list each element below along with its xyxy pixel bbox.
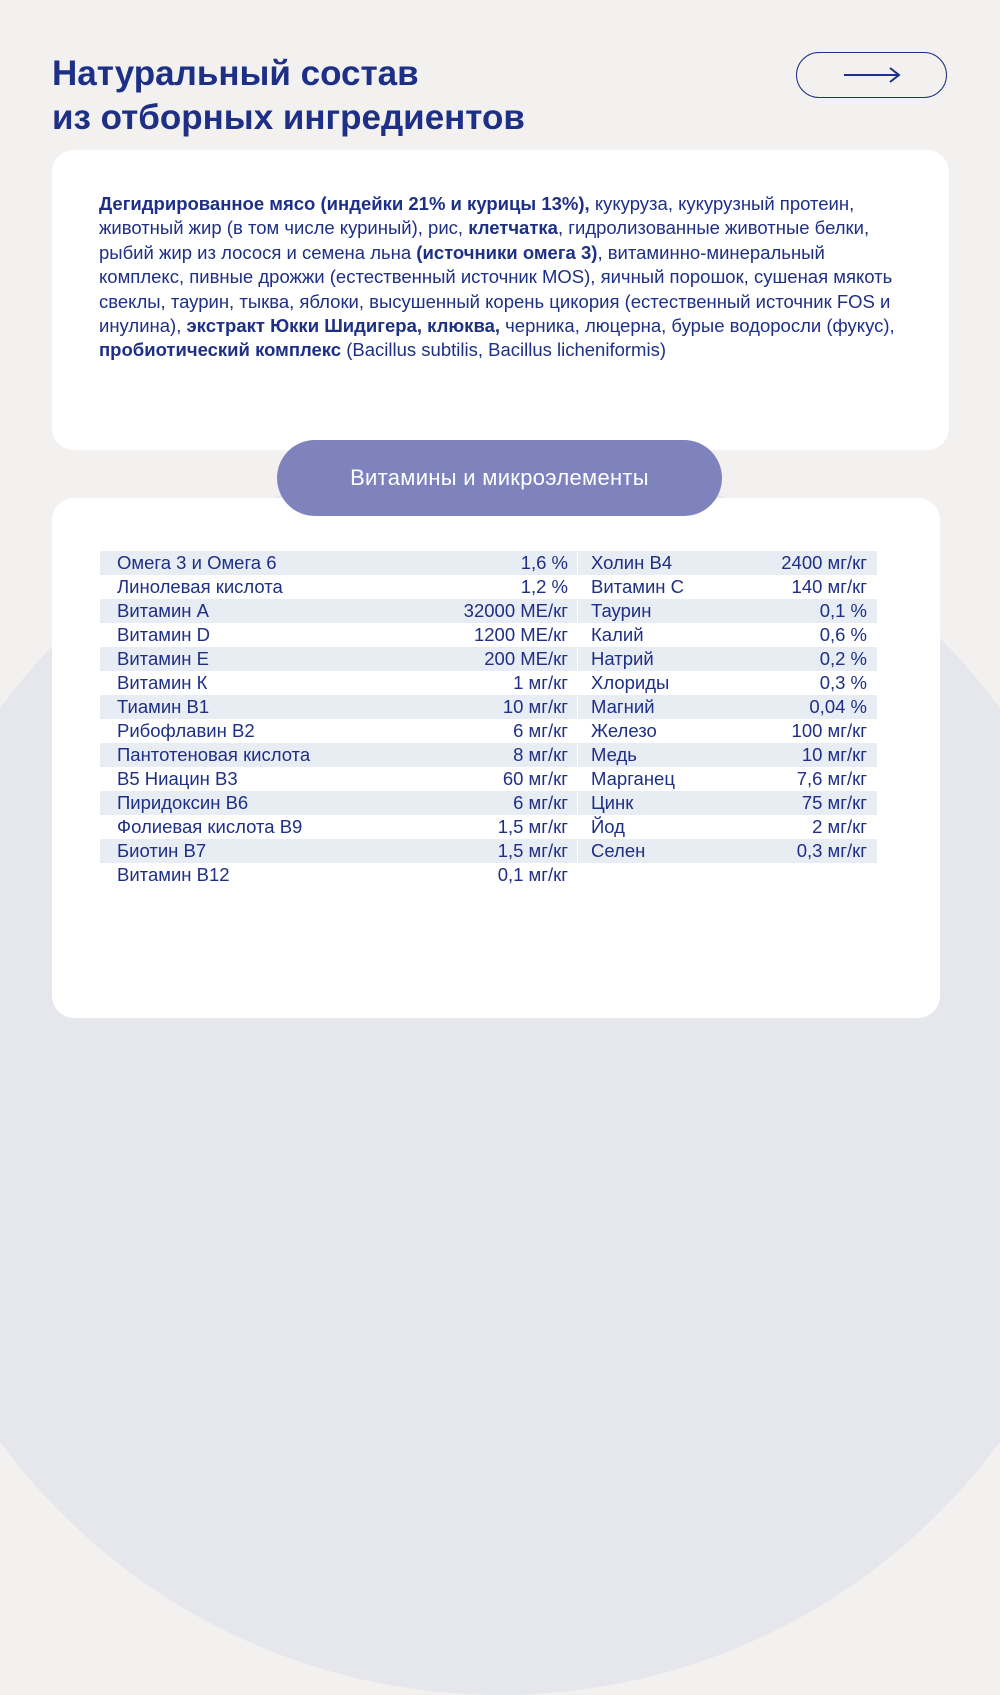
- nutrient-name: Цинк: [591, 792, 634, 813]
- title-line-1: Натуральный состав: [52, 54, 419, 93]
- nutrient-value: 6 мг/кг: [513, 792, 568, 813]
- table-row: [578, 767, 877, 791]
- nutrient-value: 7,6 мг/кг: [796, 768, 867, 789]
- ingredients-part: , гидролизованные животные белки, рыбий жир из лосося и семена льна: [99, 217, 870, 263]
- nutrient-value: 0,04 %: [809, 696, 867, 717]
- nutrient-value: 0,1 мг/кг: [497, 864, 568, 885]
- nutrient-name: Холин В4: [591, 552, 673, 573]
- nutrient-value: 6 мг/кг: [513, 720, 568, 741]
- ingredients-bold-probiotic: пробиотический комплекс: [99, 339, 342, 361]
- next-button[interactable]: [796, 52, 947, 98]
- table-row: [100, 719, 577, 743]
- nutrient-name: Пиридоксин В6: [117, 792, 249, 813]
- nutrient-name: Фолиевая кислота В9: [117, 816, 303, 837]
- nutrient-value: 100 мг/кг: [791, 720, 867, 741]
- nutrient-name: Линолевая кислота: [117, 576, 283, 597]
- table-row: [100, 551, 577, 575]
- arrow-right-icon: [842, 65, 902, 85]
- table-row: [578, 719, 877, 743]
- nutrient-name: Магний: [591, 696, 655, 717]
- nutrient-name: Селен: [591, 840, 646, 861]
- table-row: [100, 791, 577, 815]
- nutrient-name: Медь: [591, 744, 637, 765]
- table-row: [578, 575, 877, 599]
- title-line-2: из отборных ингредиентов: [52, 98, 525, 137]
- table-row: [578, 695, 877, 719]
- nutrient-name: Тиамин В1: [117, 696, 210, 717]
- nutrient-value: 200 МЕ/кг: [484, 648, 568, 669]
- ingredients-part: кукуруза, кукурузный протеин, животный жир (в том числе куриный), рис,: [99, 193, 855, 239]
- table-row: [100, 671, 577, 695]
- table-row: [100, 647, 577, 671]
- nutrient-value: 0,2 %: [819, 648, 867, 669]
- table-row: [578, 791, 877, 815]
- nutrient-value: 10 мг/кг: [502, 696, 568, 717]
- nutrient-name: Хлориды: [591, 672, 670, 693]
- nutrient-name: Витамин С: [591, 576, 684, 597]
- table-row: [578, 743, 877, 767]
- nutrient-value: 60 мг/кг: [502, 768, 568, 789]
- nutrient-value: 2 мг/кг: [812, 816, 867, 837]
- nutrient-name: Витамин К: [117, 672, 208, 693]
- ingredients-bold-omega: (источники омега 3): [416, 241, 598, 263]
- nutrient-name: Марганец: [591, 768, 675, 789]
- table-row: [578, 839, 877, 863]
- table-row: [100, 623, 577, 647]
- ingredients-part: , витаминно-минеральный комплекс, пивные дрожжи (естественный источник MOS), яичный порошок, сушеная мякоть свеклы, таурин, тыква, яблоки, высушенный корень цикория (естественный источник FOS и инулина),: [99, 241, 893, 337]
- nutrient-value: 1200 МЕ/кг: [473, 624, 568, 645]
- nutrient-value: 10 мг/кг: [801, 744, 867, 765]
- nutrient-value: 0,6 %: [819, 624, 867, 645]
- nutrient-value: 1 мг/кг: [513, 672, 568, 693]
- nutrient-value: 140 мг/кг: [791, 576, 867, 597]
- nutrient-name: Витамин Е: [117, 648, 209, 669]
- nutrient-value: 0,1 %: [819, 600, 867, 621]
- nutrient-name: Натрий: [591, 648, 654, 669]
- table-row: [578, 815, 877, 839]
- table-row: [578, 671, 877, 695]
- nutrient-value: 1,5 мг/кг: [497, 816, 568, 837]
- nutrient-name: Витамин В12: [117, 864, 230, 885]
- ingredients-text: [99, 192, 909, 363]
- nutrient-name: Рибофлавин В2: [117, 720, 255, 741]
- nutrient-value: 75 мг/кг: [801, 792, 867, 813]
- table-row: [578, 551, 877, 575]
- table-row: [578, 599, 877, 623]
- nutrient-name: Витамин А: [117, 600, 209, 621]
- ingredients-card: [52, 150, 949, 450]
- nutrient-name: Калий: [591, 624, 644, 645]
- vitamins-heading: Витамины и микроэлементы: [277, 440, 722, 516]
- table-row: [100, 815, 577, 839]
- table-row: [100, 863, 577, 887]
- nutrient-name: Пантотеновая кислота: [117, 744, 311, 765]
- table-row: [100, 743, 577, 767]
- nutrient-name: Йод: [591, 816, 625, 837]
- table-row: [100, 575, 577, 599]
- table-row: [100, 599, 577, 623]
- nutrient-value: 1,6 %: [520, 552, 568, 573]
- ingredients-part: черника, люцерна, бурые водоросли (фукус),: [500, 315, 895, 337]
- vitamins-table-left: [100, 551, 577, 887]
- table-row: [100, 767, 577, 791]
- table-row: [100, 695, 577, 719]
- nutrient-value: 32000 МЕ/кг: [463, 600, 568, 621]
- nutrient-name: Омега 3 и Омега 6: [117, 552, 277, 573]
- table-row: [578, 623, 877, 647]
- vitamins-table-right: [578, 551, 877, 863]
- ingredients-bold-yucca: экстракт Юкки Шидигера, клюква,: [186, 315, 501, 337]
- nutrient-value: 0,3 мг/кг: [796, 840, 867, 861]
- table-row: [578, 647, 877, 671]
- nutrient-value: 8 мг/кг: [513, 744, 568, 765]
- ingredients-bold-meat: Дегидрированное мясо (индейки 21% и курицы 13%),: [99, 193, 590, 214]
- nutrient-name: В5 Ниацин В3: [117, 768, 238, 789]
- nutrient-value: 1,5 мг/кг: [497, 840, 568, 861]
- nutrient-value: 2400 мг/кг: [781, 552, 867, 573]
- page-title: [52, 52, 525, 140]
- ingredients-part: (Bacillus subtilis, Bacillus licheniformis): [341, 339, 666, 361]
- nutrient-name: Витамин D: [117, 624, 210, 645]
- nutrient-name: Железо: [591, 720, 657, 741]
- ingredients-bold-fiber: клетчатка: [468, 217, 558, 239]
- nutrient-value: 1,2 %: [520, 576, 568, 597]
- nutrient-name: Биотин В7: [117, 840, 207, 861]
- table-row: [100, 839, 577, 863]
- nutrient-value: 0,3 %: [819, 672, 867, 693]
- nutrient-name: Таурин: [591, 600, 652, 621]
